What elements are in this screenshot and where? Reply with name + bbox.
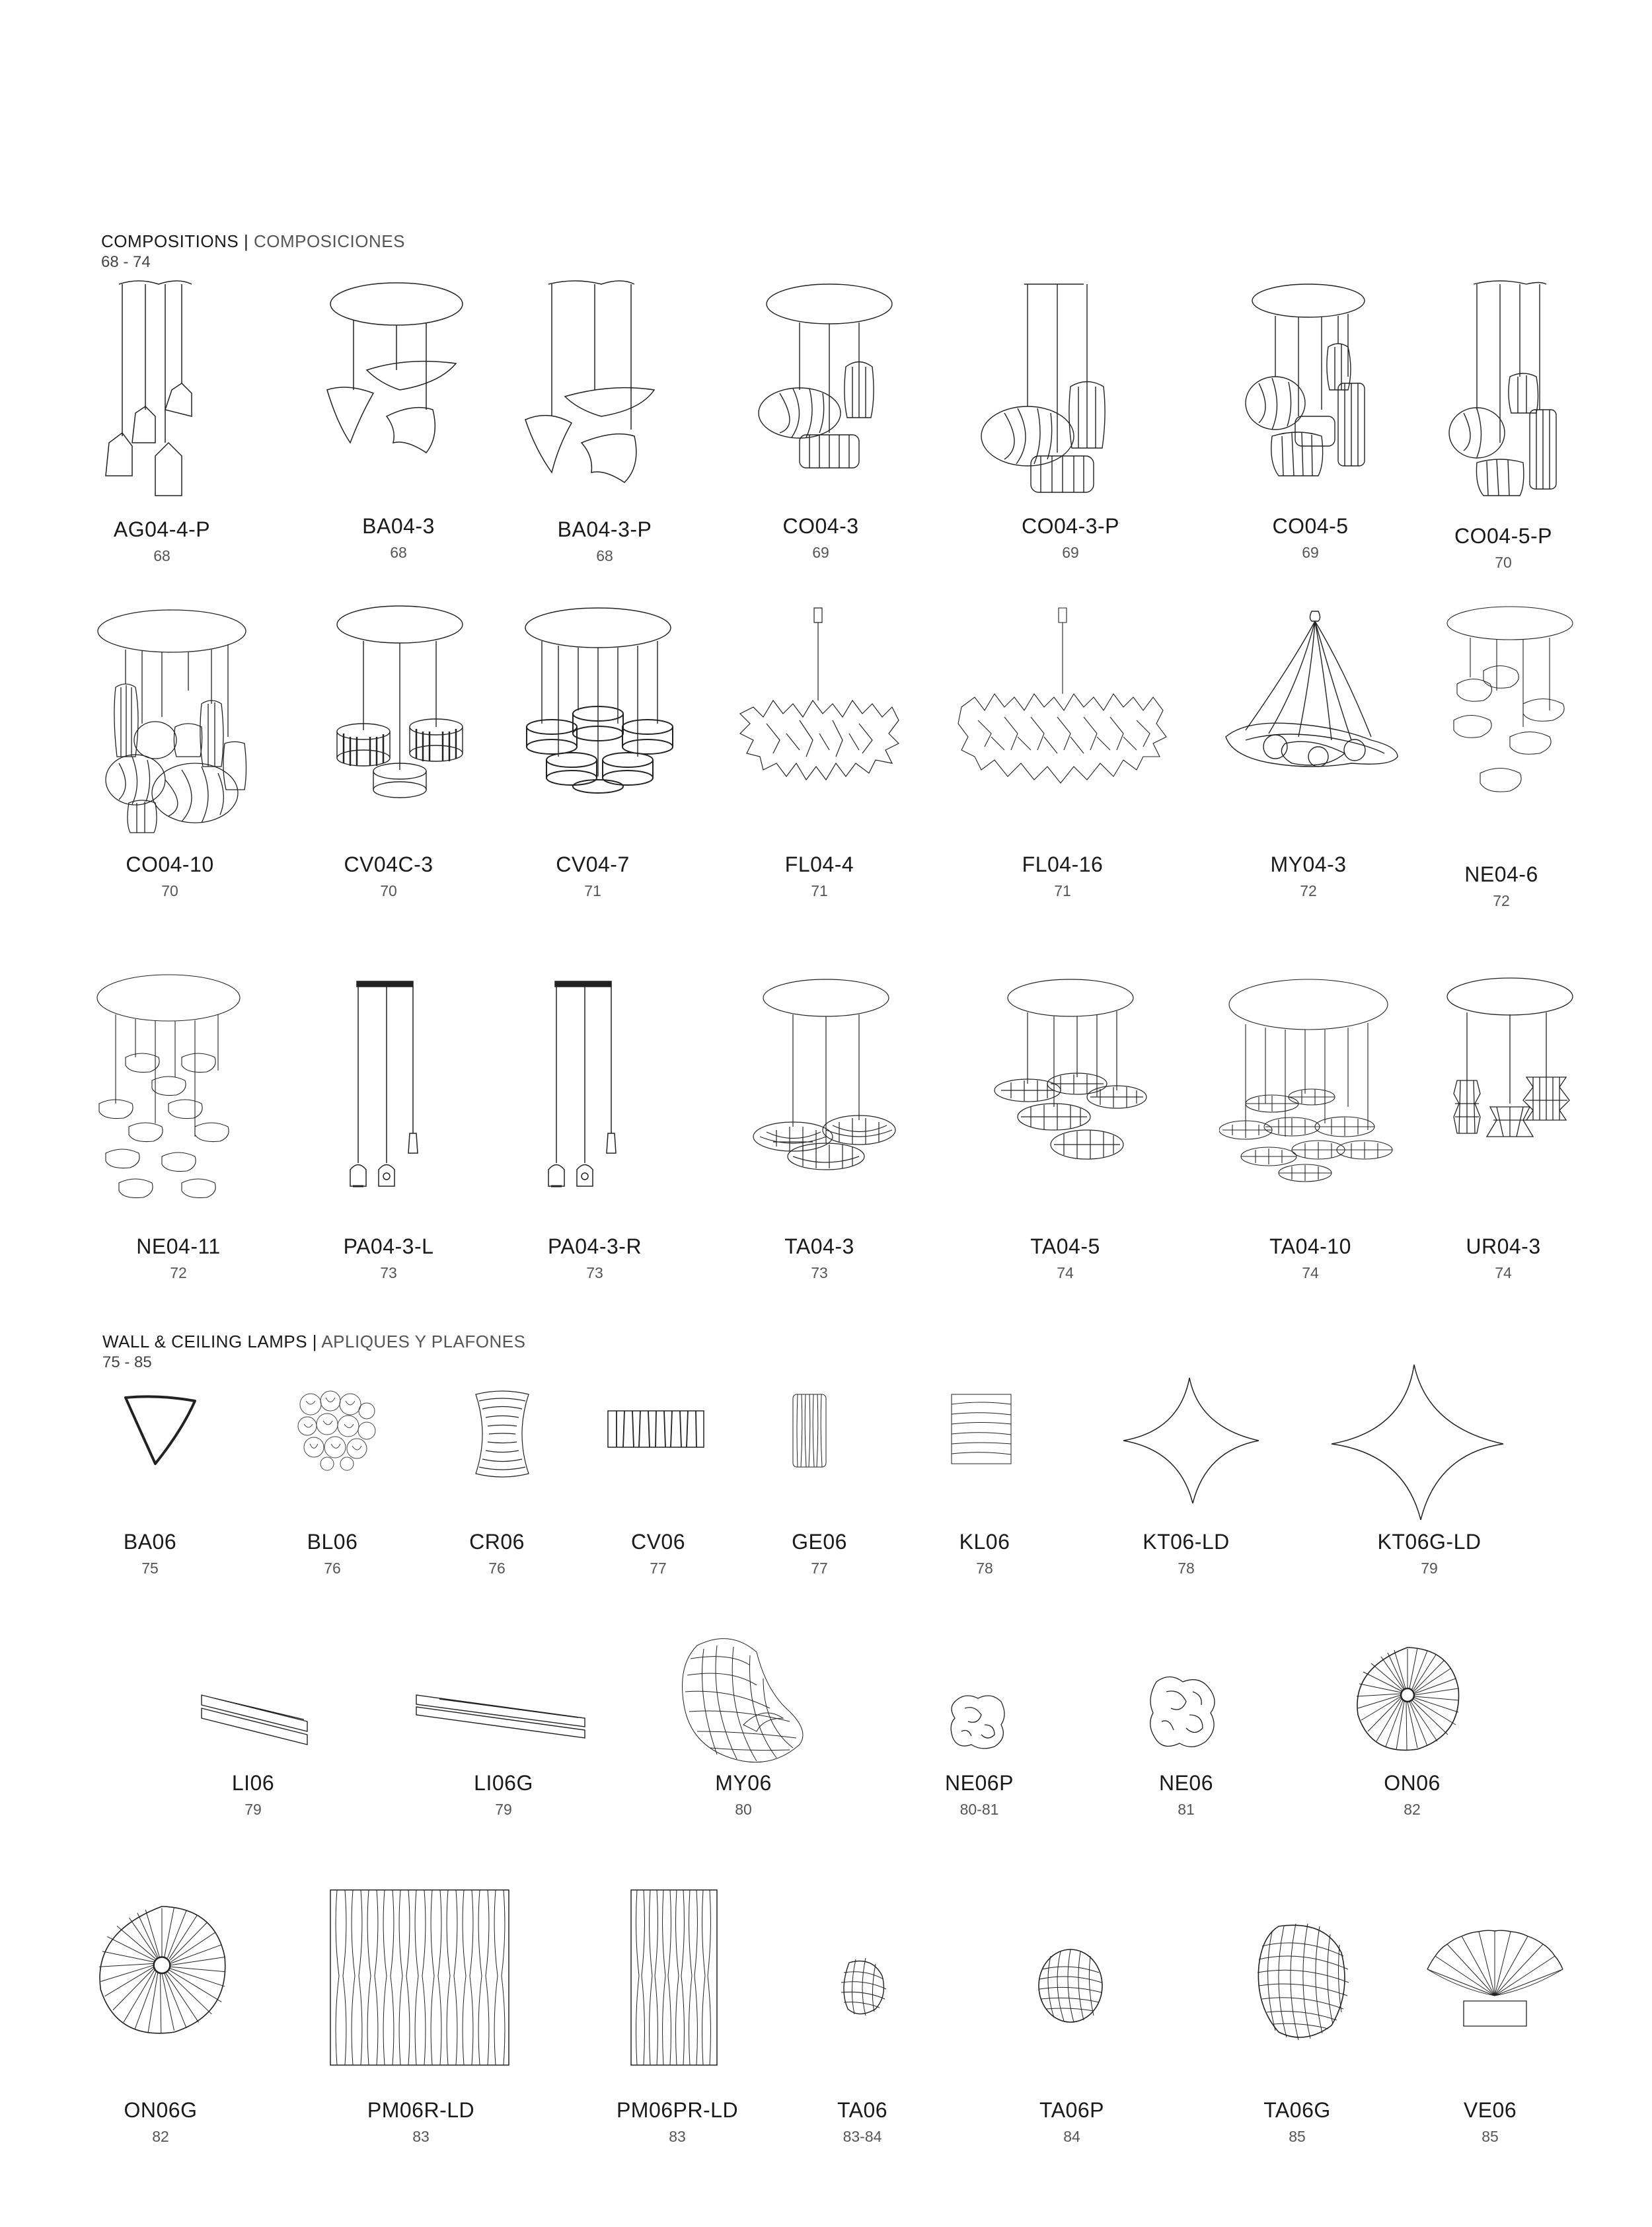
item-page: 85 [1289, 2128, 1306, 2145]
ta04-3-illustration [747, 971, 905, 1183]
item-code: KT06-LD [1143, 1530, 1230, 1554]
item-on06g[interactable] [55, 2098, 266, 2146]
item-code: CO04-5-P [1454, 524, 1553, 548]
ne06-illustration [1143, 1672, 1222, 1755]
item-page: 73 [586, 1264, 603, 1281]
item-code: CO04-5 [1272, 514, 1349, 538]
item-ta06p[interactable] [966, 2098, 1178, 2146]
item-page: 85 [1482, 2128, 1499, 2145]
item-pm06r-ld[interactable] [315, 2098, 527, 2146]
item-code: UR04-3 [1466, 1234, 1541, 1258]
compositions-title-en: COMPOSITIONS | [101, 231, 249, 251]
item-code: CO04-3-P [1021, 514, 1120, 538]
item-page: 68 [390, 544, 407, 561]
cr06-illustration [469, 1388, 535, 1480]
item-cv04-7[interactable] [487, 852, 698, 900]
co04-3-p-illustration [978, 278, 1137, 502]
item-code: NE06P [945, 1771, 1014, 1795]
cv04-7-illustration [515, 605, 681, 803]
item-page: 81 [1178, 1801, 1195, 1818]
item-page: 73 [811, 1264, 828, 1281]
item-code: CO04-3 [782, 514, 859, 538]
item-page: 68 [153, 547, 170, 564]
ta06g-illustration [1252, 1920, 1351, 2042]
item-ta06g[interactable] [1191, 2098, 1403, 2146]
item-page: 74 [1302, 1264, 1319, 1281]
item-ag04-4-p[interactable] [56, 517, 268, 565]
item-page: 70 [161, 882, 178, 899]
co04-5-illustration [1242, 278, 1374, 496]
item-page: 75 [141, 1560, 159, 1577]
item-my06[interactable] [638, 1771, 849, 1819]
my06-illustration [677, 1632, 809, 1771]
item-fl04-4[interactable] [714, 852, 925, 900]
item-cv04c-3[interactable] [283, 852, 494, 900]
item-ur04-3[interactable] [1398, 1234, 1609, 1282]
item-ba06[interactable] [44, 1530, 256, 1577]
item-code: LI06 [231, 1771, 275, 1795]
compositions-page-range: 68 - 74 [101, 253, 151, 271]
item-page: 78 [976, 1560, 993, 1577]
ve06-illustration [1421, 1930, 1569, 2029]
item-co04-5-p[interactable] [1398, 524, 1609, 572]
item-page: 68 [596, 547, 613, 564]
ag04-4-p-illustration [93, 278, 225, 509]
item-code: KT06G-LD [1377, 1530, 1482, 1554]
item-my04-3[interactable] [1203, 852, 1414, 900]
item-code: ON06 [1384, 1771, 1441, 1795]
kt06g-ld-illustration [1328, 1361, 1507, 1523]
item-code: TA06 [837, 2098, 888, 2122]
item-ba04-3-p[interactable] [499, 517, 710, 565]
item-page: 77 [650, 1560, 667, 1577]
item-page: 76 [488, 1560, 506, 1577]
item-code: LI06G [474, 1771, 533, 1795]
fl04-16-illustration [952, 601, 1176, 813]
kt06-ld-illustration [1120, 1375, 1265, 1507]
item-page: 71 [811, 882, 828, 899]
item-code: TA06P [1039, 2098, 1104, 2122]
item-code: TA04-10 [1269, 1234, 1351, 1258]
fl04-4-illustration [727, 601, 912, 806]
ta06p-illustration [1034, 1946, 1107, 2025]
item-code: ON06G [124, 2098, 198, 2122]
item-page: 82 [1404, 1801, 1421, 1818]
item-code: CR06 [469, 1530, 525, 1554]
ta04-5-illustration [991, 971, 1150, 1183]
item-page: 72 [1300, 882, 1317, 899]
item-page: 78 [1178, 1560, 1195, 1577]
item-co04-3[interactable] [715, 514, 926, 562]
item-page: 69 [1062, 544, 1079, 561]
item-code: BA04-3 [362, 514, 435, 538]
bl06-illustration [294, 1388, 380, 1474]
item-code: NE04-11 [136, 1234, 221, 1258]
item-ta04-3[interactable] [714, 1234, 925, 1282]
on06g-illustration [89, 1900, 235, 2039]
ge06-illustration [790, 1391, 829, 1470]
item-code: MY04-3 [1270, 852, 1347, 876]
item-page: 70 [1495, 554, 1512, 571]
item-page: 70 [380, 882, 397, 899]
item-kt06g-ld[interactable] [1324, 1530, 1535, 1577]
pm06pr-ld-illustration [628, 1887, 720, 2068]
item-li06g[interactable] [398, 1771, 609, 1819]
item-pm06pr-ld[interactable] [572, 2098, 783, 2146]
item-code: FL04-16 [1022, 852, 1104, 876]
item-fl04-16[interactable] [957, 852, 1168, 900]
ne06p-illustration [945, 1688, 1011, 1755]
item-kl06[interactable] [879, 1530, 1090, 1577]
item-page: 72 [1493, 892, 1510, 909]
item-ve06[interactable] [1384, 2098, 1596, 2146]
ta04-10-illustration [1219, 971, 1398, 1183]
item-code: FL04-4 [784, 852, 854, 876]
ba04-3-illustration [320, 278, 472, 496]
kl06-illustration [948, 1391, 1014, 1467]
item-page: 83 [669, 2128, 686, 2145]
compositions-title-es: COMPOSICIONES [253, 231, 405, 251]
item-pa04-3-r[interactable] [489, 1234, 700, 1282]
item-page: 77 [811, 1560, 828, 1577]
co04-3-illustration [753, 278, 905, 489]
item-code: NE04-6 [1464, 862, 1538, 886]
my04-3-illustration [1219, 605, 1411, 803]
item-page: 82 [152, 2128, 169, 2145]
item-code: CO04-10 [126, 852, 214, 876]
ne04-11-illustration [89, 971, 248, 1209]
item-li06[interactable] [147, 1771, 359, 1819]
item-code: PM06R-LD [367, 2098, 475, 2122]
item-code: MY06 [715, 1771, 772, 1795]
item-page: 73 [380, 1264, 397, 1281]
item-code: PM06PR-LD [616, 2098, 739, 2122]
item-code: TA04-5 [1030, 1234, 1100, 1258]
ta06-illustration [836, 1956, 889, 2019]
item-code: PA04-3-R [547, 1234, 642, 1258]
item-co04-5[interactable] [1205, 514, 1416, 562]
ur04-3-illustration [1441, 971, 1579, 1170]
item-code: NE06 [1158, 1771, 1214, 1795]
item-page: 80-81 [959, 1801, 999, 1818]
co04-5-p-illustration [1447, 278, 1566, 502]
item-page: 69 [812, 544, 829, 561]
item-ta04-5[interactable] [959, 1234, 1171, 1282]
item-ba04-3[interactable] [293, 514, 504, 562]
wall-ceiling-heading [102, 1332, 525, 1352]
cv06-illustration [605, 1408, 707, 1451]
item-page: 71 [1054, 882, 1071, 899]
wall-ceiling-title-en: WALL & CEILING LAMPS | [102, 1332, 318, 1351]
item-code: BA06 [123, 1530, 177, 1554]
item-co04-10[interactable] [64, 852, 276, 900]
item-ne04-11[interactable] [73, 1234, 284, 1282]
item-on06[interactable] [1306, 1771, 1518, 1819]
item-page: 71 [584, 882, 601, 899]
item-code: TA04-3 [784, 1234, 854, 1258]
item-page: 69 [1302, 544, 1319, 561]
ba04-3-p-illustration [515, 278, 674, 502]
wall-ceiling-title-es: APLIQUES Y PLAFONES [321, 1332, 526, 1351]
li06-illustration [195, 1685, 314, 1751]
item-kt06-ld[interactable] [1080, 1530, 1292, 1577]
item-page: 74 [1057, 1264, 1074, 1281]
wall-ceiling-page-range: 75 - 85 [102, 1353, 152, 1371]
item-code: BA04-3-P [557, 517, 652, 541]
item-pa04-3-l[interactable] [283, 1234, 494, 1282]
item-page: 74 [1495, 1264, 1512, 1281]
pa04-3-r-illustration [535, 971, 634, 1209]
item-ta06[interactable] [757, 2098, 968, 2146]
item-ne04-6[interactable] [1396, 862, 1607, 910]
item-page: 80 [735, 1801, 752, 1818]
item-ne06p[interactable] [874, 1771, 1085, 1819]
item-page: 72 [170, 1264, 187, 1281]
pa04-3-l-illustration [337, 971, 436, 1209]
item-page: 84 [1063, 2128, 1080, 2145]
item-ta04-10[interactable] [1205, 1234, 1416, 1282]
item-ne06[interactable] [1080, 1771, 1292, 1819]
ne04-6-illustration [1444, 605, 1576, 810]
item-code: BL06 [307, 1530, 358, 1554]
item-code: AG04-4-P [113, 517, 211, 541]
item-code: GE06 [792, 1530, 847, 1554]
item-code: TA06G [1263, 2098, 1331, 2122]
co04-10-illustration [89, 605, 254, 836]
li06g-illustration [413, 1688, 591, 1745]
item-code: CV06 [630, 1530, 686, 1554]
item-page: 79 [495, 1801, 512, 1818]
compositions-heading [101, 231, 405, 252]
item-code: CV04C-3 [344, 852, 433, 876]
on06-illustration [1351, 1642, 1464, 1755]
item-code: KL06 [959, 1530, 1010, 1554]
item-code: VE06 [1463, 2098, 1517, 2122]
item-page: 83-84 [843, 2128, 882, 2145]
item-page: 83 [412, 2128, 430, 2145]
item-page: 79 [244, 1801, 262, 1818]
item-code: CV04-7 [556, 852, 630, 876]
cv04c-3-illustration [330, 605, 469, 803]
item-code: PA04-3-L [343, 1234, 434, 1258]
item-page: 79 [1421, 1560, 1438, 1577]
ba06-illustration [119, 1391, 205, 1470]
item-co04-3-p[interactable] [965, 514, 1176, 562]
pm06r-ld-illustration [327, 1887, 512, 2068]
item-page: 76 [324, 1560, 341, 1577]
